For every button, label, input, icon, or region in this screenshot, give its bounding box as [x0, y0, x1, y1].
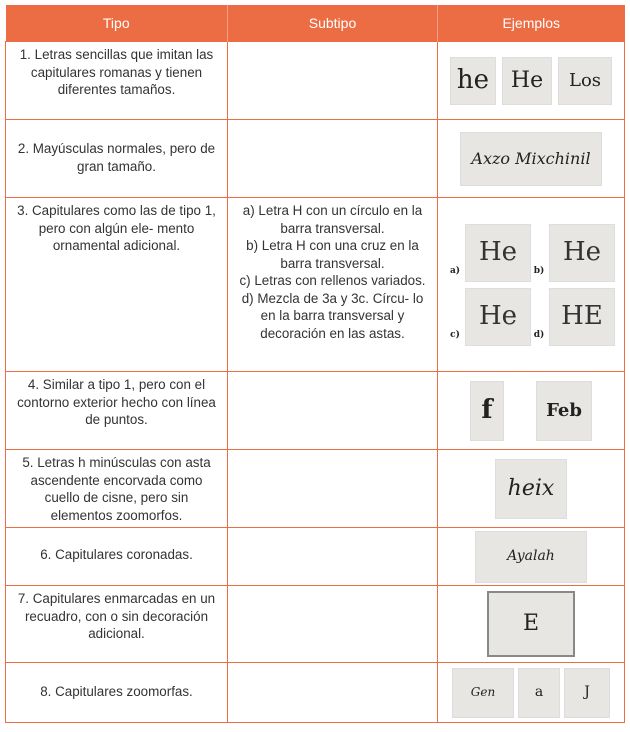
example-image: heix — [495, 459, 567, 519]
example-image: Gen — [452, 668, 514, 718]
example-image: HE — [549, 288, 615, 346]
ejemplos-cell — [438, 663, 625, 723]
table-row — [6, 663, 625, 723]
header-ejemplos: Ejemplos — [438, 5, 625, 42]
ejemplos-cell — [438, 198, 625, 372]
ejemplos-cell — [438, 586, 625, 663]
tipo-cell: 4. Similar a tipo 1, pero con el contorno exterior hecho con línea de puntos. — [6, 372, 228, 450]
subtipo-cell — [228, 586, 438, 663]
subtipo-cell — [228, 528, 438, 586]
subtipo-item: d) Mezcla de 3a y 3c. Círcu- lo en la barra transversal y decoración en las astas. — [241, 290, 424, 341]
subtipo-cell — [228, 120, 438, 198]
example-image: J — [564, 668, 610, 718]
example-image: He — [465, 224, 531, 282]
typology-table-wrapper — [5, 5, 624, 723]
example-image: He — [549, 224, 615, 282]
example-image: Feb — [536, 381, 592, 441]
subtipo-item: c) Letras con rellenos variados. — [239, 273, 426, 288]
table-row — [6, 198, 625, 372]
tipo-cell: 7. Capitulares enmarcadas en un recuadro, con o sin decoración adicional. — [6, 586, 228, 663]
example-image: Axzo Mixchinil — [460, 132, 602, 186]
subtipo-cell — [228, 42, 438, 120]
table-row — [6, 42, 625, 120]
table-row — [6, 120, 625, 198]
ejemplos-cell — [438, 120, 625, 198]
tipo-text: 6. Capitulares coronadas. — [40, 547, 193, 562]
tipo-cell — [6, 528, 228, 586]
example-image: He — [502, 57, 552, 105]
example-image: Ayalah — [475, 531, 587, 583]
subtipo-cell — [228, 663, 438, 723]
example-label: a) — [449, 266, 461, 276]
tipo-cell: 5. Letras h minúsculas con asta ascendente encorvada como cuello de cisne, pero sin elementos zoomorfos. — [6, 450, 228, 528]
ejemplos-cell — [438, 450, 625, 528]
tipo-cell: 1. Letras sencillas que imitan las capitulares romanas y tienen diferentes tamaños. — [6, 42, 228, 120]
table-row — [6, 372, 625, 450]
example-label: d) — [533, 330, 545, 340]
example-image: Los — [558, 57, 612, 105]
tipo-text: 8. Capitulares zoomorfas. — [40, 684, 193, 699]
subtipo-cell — [228, 372, 438, 450]
tipo-text: 2. Mayúsculas normales, pero de gran tamaño. — [17, 141, 216, 174]
example-label: c) — [450, 330, 460, 340]
ejemplos-cell — [438, 528, 625, 586]
header-tipo: Tipo — [6, 5, 228, 42]
typology-table — [5, 5, 625, 723]
table-row — [6, 528, 625, 586]
table-row — [6, 586, 625, 663]
subtipo-cell — [228, 450, 438, 528]
example-image: He — [465, 288, 531, 346]
example-image: he — [450, 57, 496, 105]
subtipo-item: a) Letra H con un círculo en la barra transversal. — [242, 203, 423, 236]
example-image: f — [470, 381, 504, 441]
header-subtipo: Subtipo — [228, 5, 438, 42]
tipo-cell — [6, 120, 228, 198]
example-image: E — [487, 591, 575, 657]
ejemplos-cell — [438, 372, 625, 450]
ejemplos-cell — [438, 42, 625, 120]
table-header-row — [6, 5, 625, 42]
tipo-cell — [6, 663, 228, 723]
subtipo-item: b) Letra H con una cruz en la barra transversal. — [246, 238, 419, 271]
subtipo-cell — [228, 198, 438, 372]
tipo-cell: 3. Capitulares como las de tipo 1, pero con algún ele- mento ornamental adicional. — [6, 198, 228, 372]
example-image: a — [518, 668, 560, 718]
table-row — [6, 450, 625, 528]
example-label: b) — [533, 266, 545, 276]
